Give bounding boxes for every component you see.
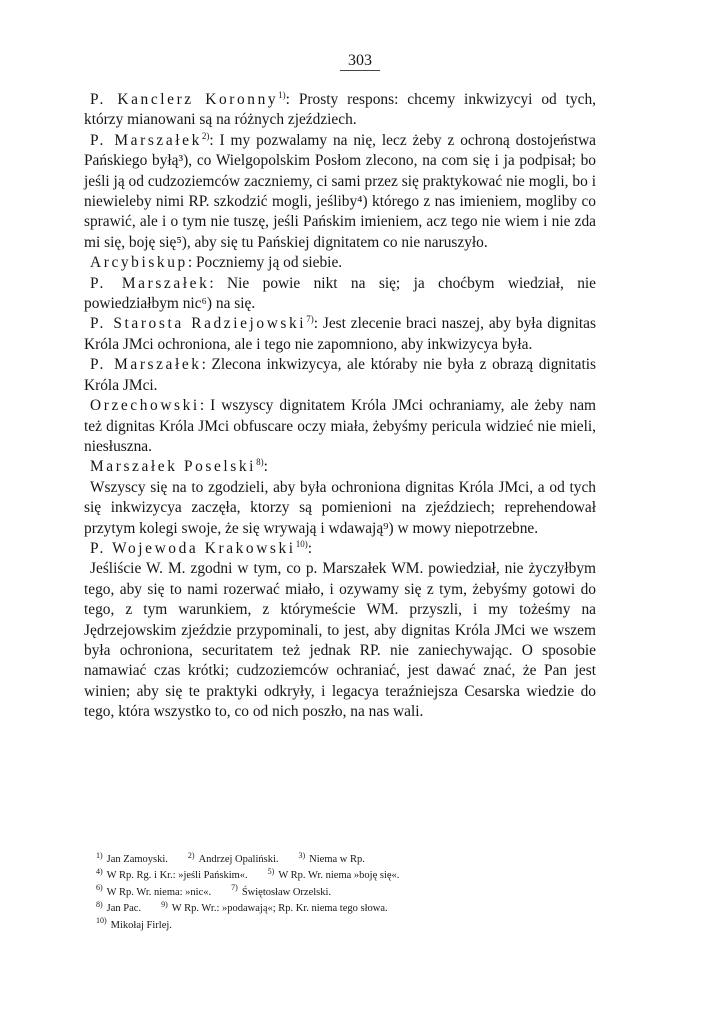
paragraph-text: : Jest zlecenie braci naszej, aby była dignitas Króla JMci ochroniona, ale i tego nie zapomniono, aby inkwizycya była. [84, 315, 596, 353]
footnote-number: 1) [96, 850, 103, 860]
footnote-number: 9) [161, 899, 168, 909]
footnote-ref: 2) [201, 130, 210, 141]
speaker-name: P. Marszałek [90, 274, 210, 292]
footnote-text: W Rp. Wr. niema: »nic«. [106, 886, 212, 898]
footnote-number: 2) [187, 850, 195, 860]
speaker-name: P. Marszałek [90, 356, 202, 374]
footnote-text: W Rp. Wr.: »podawają«; Rp. Kr. niema tego słowa. [171, 903, 388, 915]
footnote-text: Jan Zamoyski. [106, 854, 168, 865]
footnote-ref: 1) [278, 89, 286, 100]
footnote-text: Świętosław Orzelski. [241, 886, 332, 898]
paragraph-text: : [307, 539, 312, 557]
paragraph-text: : Zlecona inkwizycya, ale któraby nie była z obrazą dignitatis Króla JMci. [84, 356, 597, 394]
footnote-ref: 7) [306, 314, 314, 325]
footnote-number: 4) [96, 866, 103, 876]
footnote-number: 7) [231, 883, 238, 893]
page-number: 303 [0, 52, 720, 70]
speaker-name: P. Starosta Radziejowski [90, 315, 307, 333]
paragraph-text: Wszyscy się na to zgodzieli, aby była ochroniona dignitas Króla JMci, a od tych się inkwizycya zaczęła, ktorzy są pomienioni na zjeździech; reprehendował przytym kolegi swoje, że się wrywają i wdawają⁹) w mowy niepotrzebne. [84, 478, 596, 537]
paragraph [84, 457, 596, 477]
footnote-number: 5) [267, 866, 275, 876]
paragraph-text: : Nie powie nikt na się; ja choćbym wiedział, nie powiedziałbym nic⁶) na się. [84, 274, 596, 313]
paragraph [84, 539, 596, 559]
footnote-number: 6) [96, 883, 103, 893]
paragraph [84, 478, 596, 539]
footnote-line [96, 852, 596, 868]
speaker-name: Marszałek Poselski [90, 458, 257, 476]
speaker-name: P. Kanclerz Koronny [90, 91, 279, 108]
footnote-text: Andrzej Opaliński. [198, 854, 279, 865]
footnote-line [96, 885, 596, 901]
footnote-text: Niema w Rp. [309, 854, 365, 865]
footnote-line [96, 918, 596, 934]
speaker-name: P. Wojewoda Krakowski [90, 539, 296, 557]
footnote-number: 10) [96, 916, 107, 926]
footnote-line [96, 901, 596, 917]
paragraph-text: : [263, 458, 268, 476]
paragraph [84, 559, 596, 722]
paragraph-text: : I wszyscy dignitatem Króla JMci ochraniamy, ale żeby nam też dignitas Króla JMci obfuscare oczy miała, żebyśmy pericula widzieć nie mieli, niesłuszna. [84, 397, 596, 455]
footnotes [96, 852, 596, 934]
speaker-name: Arcybiskup [90, 254, 188, 272]
paragraph [84, 90, 596, 131]
paragraph [84, 355, 596, 396]
paragraph [84, 274, 596, 315]
footnote-line [96, 868, 596, 884]
paragraph-text: : Prosty respons: chcemy inkwizycyi od tych, którzy mianowani są na różnych zjeździech. [84, 91, 596, 129]
footnote-text: Mikołaj Firlej. [110, 919, 172, 931]
paragraph [84, 131, 596, 253]
footnote-number: 8) [96, 899, 103, 909]
footnote-number: 3) [298, 850, 306, 860]
paragraph [84, 314, 596, 355]
footnote-ref: 8) [256, 457, 264, 468]
footnote-text: Jan Pac. [106, 903, 142, 915]
paragraph-text: : I my pozwalamy na nię, lecz żeby z ochroną dostojeństwa Pańskiego byłą³), co Wielgopolskim Posłom zlecono, na com się i ja podpisał; bo jeśli ją od cudzoziemców zaczniemy, ci sami przez się praktykować nie mogli, bo i niewieleby nimi RP. szkodzić mogli, jeśliby⁴) którego z nas imieniem, mogliby co sprawić, ale i o tym nie tuszę, jeśli Pańskim imieniem, acz tego nie wiem i nie zda mi się, boję się⁵), aby się tu Pańskiej dignitatem co nie naruszyło. [84, 131, 597, 251]
footnote-text: W Rp. Rg. i Kr.: »jeśli Pańskim«. [106, 870, 248, 882]
speaker-name: P. Marszałek [90, 131, 202, 149]
paragraph-text: : Poczniemy ją od siebie. [187, 254, 343, 272]
footnote-text: W Rp. Wr. niema »boję się«. [278, 870, 400, 882]
body-text [84, 90, 596, 723]
paragraph [84, 253, 596, 273]
paragraph-text: Jeśliście W. M. zgodni w tym, co p. Marszałek WM. powiedział, nie życzyłbym tego, aby się to nami rozerwać miało, i ozywamy się z tym, żebyśmy gotowi do tego, z tym warunkiem, z którymeście WM. przyszli, i my tożeśmy na Jędrzejowskim zjeździe przypominali, to jest, aby dignitas Króla JMci we wszem była ochroniona, securitatem też jednak RP. nie zaniechywając. O sposobie namawiać czas krótki; cudzoziemców ochraniać, jest dawać znać, że Pan jest winien; aby się te praktyki odkryły, i legacya teraźniejsza Cesarska wiedzie do tego, która wszystko to, co od nich poszło, na nas wali. [84, 560, 596, 721]
paragraph [84, 396, 596, 457]
speaker-name: Orzechowski [90, 397, 200, 415]
footnote-ref: 10) [295, 538, 308, 549]
